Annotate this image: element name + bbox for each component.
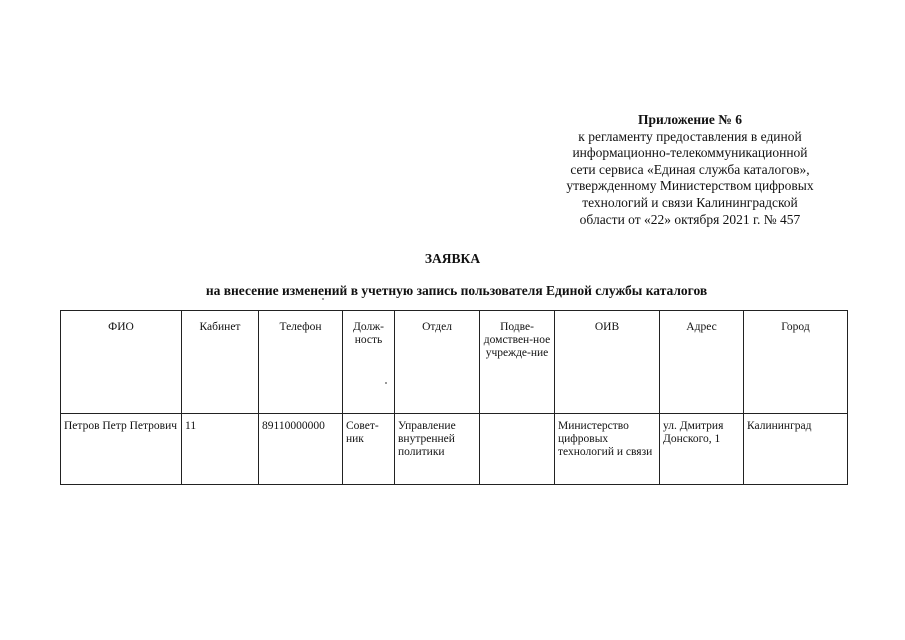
- appendix-line: утвержденному Министерством цифровых: [566, 178, 814, 194]
- appendix-line: к регламенту предоставления в единой: [578, 128, 802, 144]
- table-header-row: [61, 311, 848, 414]
- appendix-line: области от «22» октября 2021 г. № 457: [579, 211, 801, 227]
- header-address: Адрес: [660, 311, 744, 414]
- header-phone: Телефон: [259, 311, 343, 414]
- appendix-line: технологий и связи Калининградской: [582, 194, 798, 210]
- table-row: [61, 414, 848, 485]
- header-position: Долж-ность: [343, 311, 395, 414]
- header-fio: ФИО: [61, 311, 182, 414]
- cell-department: Управление внутренней политики: [395, 414, 480, 485]
- document-title: ЗАЯВКА: [424, 251, 481, 266]
- appendix-title: Приложение № 6: [638, 112, 742, 127]
- header-department: Отдел: [395, 311, 480, 414]
- cell-position: Совет-ник: [343, 414, 395, 485]
- cell-subordinate-institution: [480, 414, 555, 485]
- header-office: Кабинет: [182, 311, 259, 414]
- appendix-line: сети сервиса «Единая служба каталогов»,: [570, 161, 810, 177]
- document-subtitle: на внесение изменений в учетную запись пользователя Единой службы каталогов: [205, 283, 708, 298]
- header-oiv: ОИВ: [555, 311, 660, 414]
- cell-address: ул. Дмитрия Донского, 1: [660, 414, 744, 485]
- request-table: [60, 310, 848, 485]
- header-city: Город: [744, 311, 848, 414]
- appendix-line: информационно-телекоммуникационной: [572, 145, 808, 161]
- cell-office: 11: [182, 414, 259, 485]
- cell-city: Калининград: [744, 414, 848, 485]
- cell-oiv: Министерство цифровых технологий и связи: [555, 414, 660, 485]
- header-subordinate-institution: Подве-домствен-ное учрежде-ние: [480, 311, 555, 414]
- appendix-block: [540, 112, 840, 228]
- scan-speck: [322, 298, 324, 300]
- cell-fio: Петров Петр Петрович: [61, 414, 182, 485]
- cell-phone: 89110000000: [259, 414, 343, 485]
- scan-speck: [385, 382, 387, 384]
